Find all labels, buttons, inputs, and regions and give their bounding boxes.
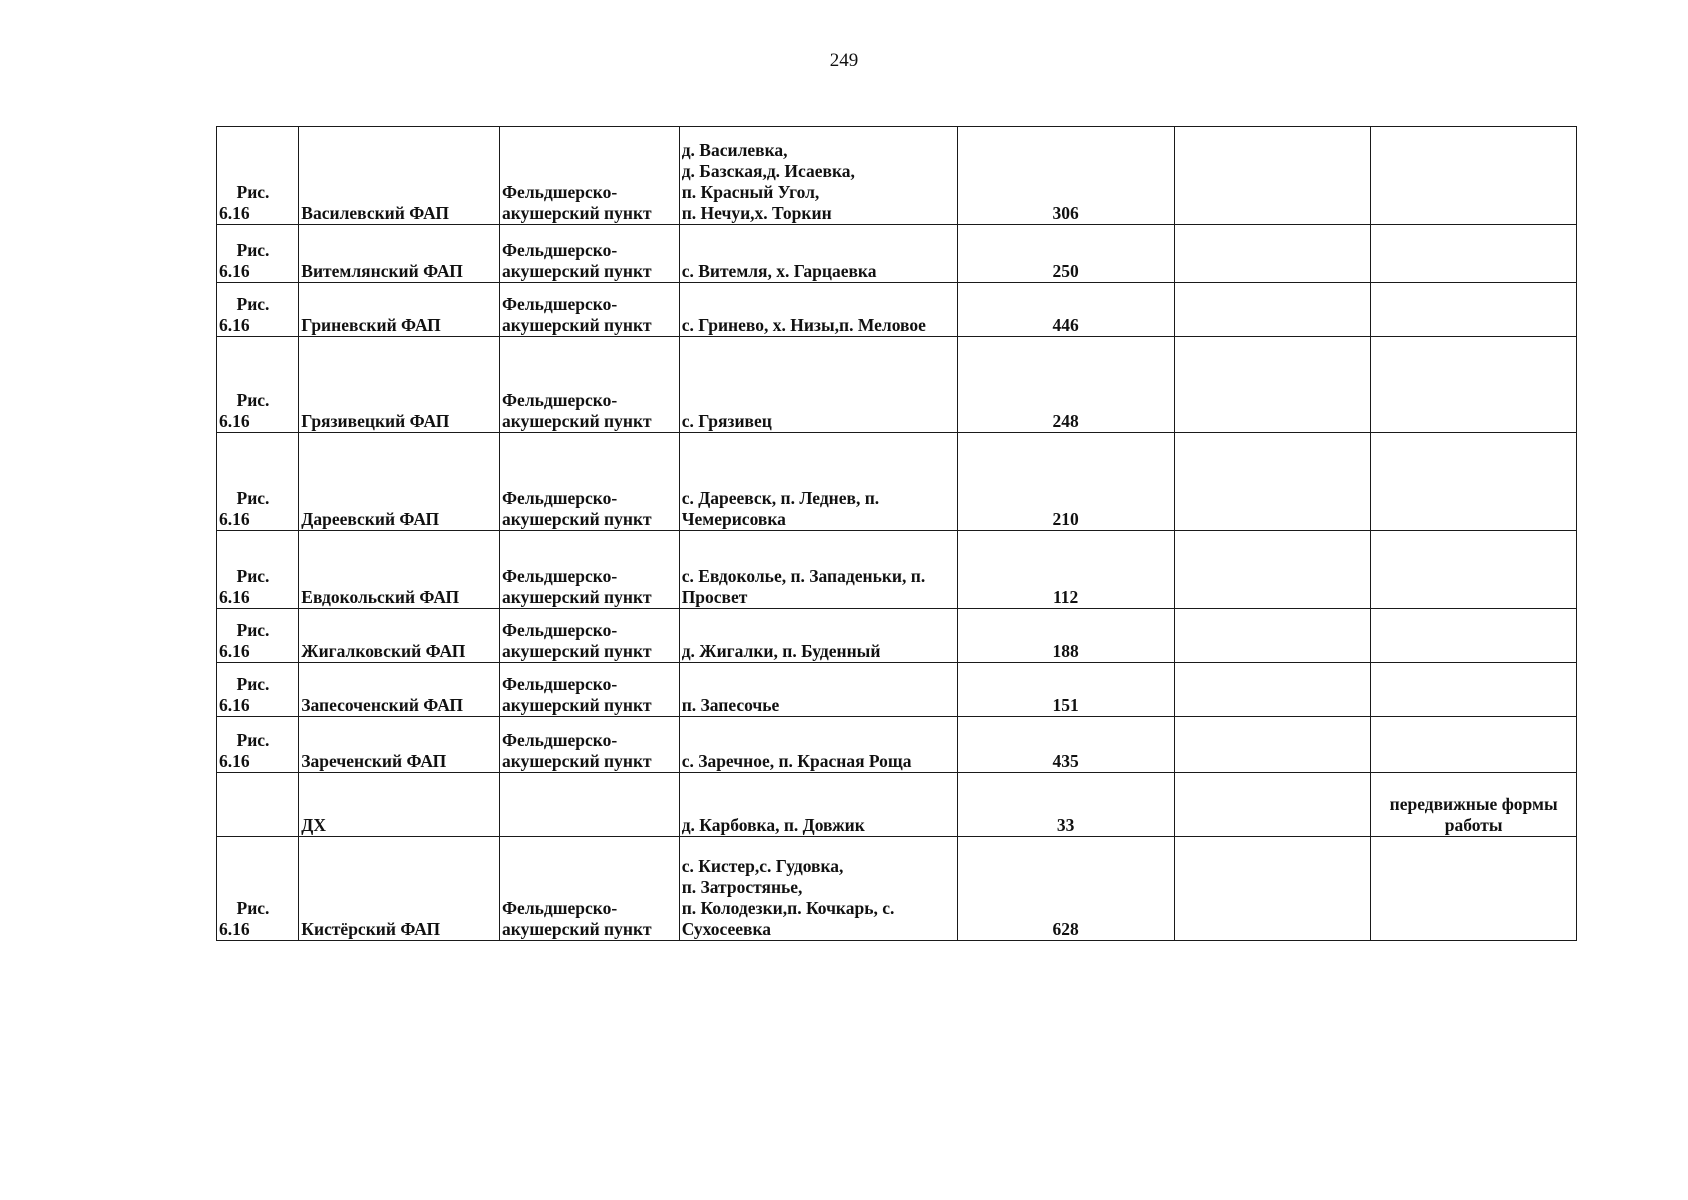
facility-type-cell: Фельдшерско- акушерский пункт <box>500 663 680 717</box>
population-value: 210 <box>1052 509 1079 529</box>
empty-cell <box>1174 609 1371 663</box>
figure-ref-cell <box>217 433 299 531</box>
settlements-cell: с. Евдоколье, п. Западеньки, п. Просвет <box>679 531 957 609</box>
settlements-cell: д. Василевка, д. Базская,д. Исаевка, п. Красный Угол, п. Нечуи,х. Торкин <box>679 127 957 225</box>
population-cell <box>957 609 1174 663</box>
facility-name-cell: Запесоченский ФАП <box>299 663 500 717</box>
figure-ref-cell <box>217 531 299 609</box>
empty-cell <box>1174 225 1371 283</box>
population-value: 306 <box>1052 203 1079 223</box>
table-row <box>217 225 1577 283</box>
population-value: 250 <box>1052 261 1079 281</box>
population-value: 435 <box>1052 751 1079 771</box>
facility-name-cell: Гриневский ФАП <box>299 283 500 337</box>
population-value: 151 <box>1052 695 1079 715</box>
settlements-cell: с. Заречное, п. Красная Роща <box>679 717 957 773</box>
table-row <box>217 717 1577 773</box>
figure-ref-cell <box>217 283 299 337</box>
empty-cell <box>1174 337 1371 433</box>
population-cell <box>957 837 1174 941</box>
settlements-cell: д. Карбовка, п. Довжик <box>679 773 957 837</box>
facility-type-cell <box>500 773 680 837</box>
note-cell <box>1371 225 1577 283</box>
population-cell <box>957 433 1174 531</box>
table-row <box>217 433 1577 531</box>
note-cell: передвижные формы работы <box>1371 773 1577 837</box>
population-cell <box>957 531 1174 609</box>
population-cell <box>957 283 1174 337</box>
settlements-cell: п. Запесочье <box>679 663 957 717</box>
population-value: 248 <box>1052 411 1079 431</box>
note-cell <box>1371 837 1577 941</box>
note-cell <box>1371 609 1577 663</box>
facility-name-cell: Витемлянский ФАП <box>299 225 500 283</box>
table-row <box>217 609 1577 663</box>
table-row <box>217 773 1577 837</box>
facility-name-cell: Кистёрский ФАП <box>299 837 500 941</box>
figure-ref-cell <box>217 127 299 225</box>
facility-type-cell: Фельдшерско- акушерский пункт <box>500 609 680 663</box>
facility-type-cell: Фельдшерско- акушерский пункт <box>500 717 680 773</box>
figure-ref-cell <box>217 717 299 773</box>
note-cell <box>1371 663 1577 717</box>
settlements-cell: с. Дареевск, п. Леднев, п. Чемерисовка <box>679 433 957 531</box>
table-row <box>217 531 1577 609</box>
settlements-cell: д. Жигалки, п. Буденный <box>679 609 957 663</box>
facility-name-cell: Евдокольский ФАП <box>299 531 500 609</box>
table-row <box>217 283 1577 337</box>
table-row <box>217 837 1577 941</box>
figure-ref-cell <box>217 225 299 283</box>
figure-ref-cell <box>217 773 299 837</box>
figure-ref-label: Рис. 6.16 <box>219 240 270 281</box>
facility-type-cell: Фельдшерско- акушерский пункт <box>500 433 680 531</box>
population-value: 628 <box>1052 919 1079 939</box>
note-cell <box>1371 283 1577 337</box>
settlements-cell: с. Гринево, х. Низы,п. Меловое <box>679 283 957 337</box>
population-cell <box>957 717 1174 773</box>
figure-ref-label: Рис. 6.16 <box>219 566 270 607</box>
empty-cell <box>1174 531 1371 609</box>
note-cell <box>1371 717 1577 773</box>
settlements-cell: с. Витемля, х. Гарцаевка <box>679 225 957 283</box>
figure-ref-label: Рис. 6.16 <box>219 182 270 223</box>
empty-cell <box>1174 127 1371 225</box>
facility-name-cell: Зареченский ФАП <box>299 717 500 773</box>
note-cell <box>1371 531 1577 609</box>
settlements-cell: с. Кистер,с. Гудовка, п. Затростянье, п. Колодезки,п. Кочкарь, с. Сухосеевка <box>679 837 957 941</box>
figure-ref-label: Рис. 6.16 <box>219 898 270 939</box>
facility-name-cell: ДХ <box>299 773 500 837</box>
population-cell <box>957 663 1174 717</box>
facility-type-cell: Фельдшерско- акушерский пункт <box>500 837 680 941</box>
facility-type-cell: Фельдшерско- акушерский пункт <box>500 337 680 433</box>
population-value: 446 <box>1052 315 1079 335</box>
facility-name-cell: Грязивецкий ФАП <box>299 337 500 433</box>
population-cell <box>957 225 1174 283</box>
table-row <box>217 663 1577 717</box>
empty-cell <box>1174 433 1371 531</box>
figure-ref-cell <box>217 663 299 717</box>
population-value: 112 <box>1052 587 1079 607</box>
figure-ref-label: Рис. 6.16 <box>219 294 270 335</box>
figure-ref-label: Рис. 6.16 <box>219 488 270 529</box>
figure-ref-cell <box>217 337 299 433</box>
population-value: 33 <box>1056 815 1075 835</box>
facility-type-cell: Фельдшерско- акушерский пункт <box>500 127 680 225</box>
population-value: 188 <box>1052 641 1079 661</box>
page-number: 249 <box>829 50 859 71</box>
facility-name-cell: Василевский ФАП <box>299 127 500 225</box>
facility-type-cell: Фельдшерско- акушерский пункт <box>500 283 680 337</box>
facility-table <box>216 126 1577 941</box>
population-cell <box>957 337 1174 433</box>
facility-name-cell: Дареевский ФАП <box>299 433 500 531</box>
empty-cell <box>1174 283 1371 337</box>
figure-ref-cell <box>217 837 299 941</box>
figure-ref-label: Рис. 6.16 <box>219 674 270 715</box>
table-row <box>217 127 1577 225</box>
table-body <box>217 127 1577 941</box>
note-cell <box>1371 127 1577 225</box>
empty-cell <box>1174 837 1371 941</box>
table-row <box>217 337 1577 433</box>
figure-ref-cell <box>217 609 299 663</box>
facility-type-cell: Фельдшерско- акушерский пункт <box>500 225 680 283</box>
figure-ref-label: Рис. 6.16 <box>219 620 270 661</box>
figure-ref-label: Рис. 6.16 <box>219 730 270 771</box>
empty-cell <box>1174 663 1371 717</box>
empty-cell <box>1174 717 1371 773</box>
population-cell <box>957 127 1174 225</box>
facility-name-cell: Жигалковский ФАП <box>299 609 500 663</box>
figure-ref-label: Рис. 6.16 <box>219 390 270 431</box>
note-cell <box>1371 433 1577 531</box>
empty-cell <box>1174 773 1371 837</box>
settlements-cell: с. Грязивец <box>679 337 957 433</box>
facility-type-cell: Фельдшерско- акушерский пункт <box>500 531 680 609</box>
note-cell <box>1371 337 1577 433</box>
population-cell <box>957 773 1174 837</box>
